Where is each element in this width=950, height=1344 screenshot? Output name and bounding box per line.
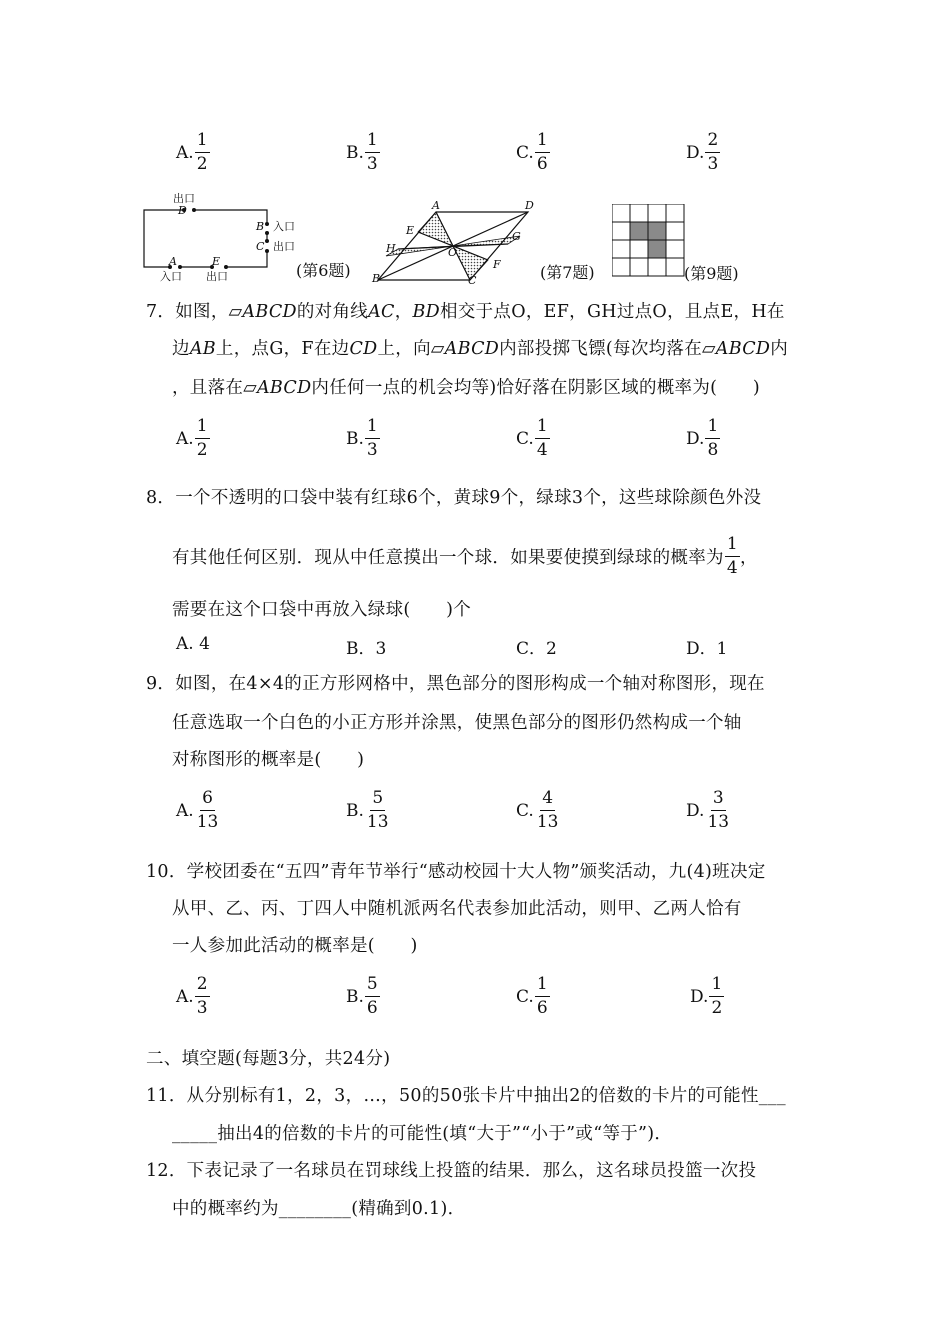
q9-option-a[interactable]: A. $\frac{6}{13}$ <box>176 788 219 832</box>
q10-option-a[interactable]: A. $\frac{2}{3}$ <box>176 974 208 1018</box>
q6-option-b[interactable]: B. $\frac{1}{3}$ <box>346 130 378 174</box>
q10-line-1: 10．学校团委在“五四”青年节举行“感动校园十大人物”颁奖活动，九(4)班决定 <box>146 862 766 882</box>
svg-text:E: E <box>212 255 221 268</box>
q10-option-b[interactable]: B. $\frac{5}{6}$ <box>346 974 378 1018</box>
svg-text:A: A <box>169 255 177 268</box>
label-entry-right: 入口 <box>273 220 295 233</box>
q9-option-b[interactable]: B. $\frac{5}{13}$ <box>346 788 389 832</box>
q11-line-2: _____抽出4的倍数的卡片的可能性(填“大于”“小于”或“等于”)． <box>172 1124 673 1144</box>
q7-option-c[interactable]: C. $\frac{1}{4}$ <box>516 416 548 460</box>
svg-text:B: B <box>256 220 265 233</box>
q8-line-2: 有其他任何区别．现从中任意摸出一个球．如果要使摸到绿球的概率为 $\frac{1}{4}$ ， <box>172 534 758 578</box>
svg-text:C: C <box>468 274 477 286</box>
q8-option-b[interactable]: B．3 <box>346 639 387 659</box>
q10-option-d[interactable]: D. $\frac{1}{2}$ <box>690 974 723 1018</box>
section-heading: 二、填空题(每题3分，共24分) <box>146 1049 391 1069</box>
svg-text:D: D <box>178 204 187 217</box>
fraction: $\frac{1}{3}$ <box>366 130 378 174</box>
q9-line-1: 9．如图，在4×4的正方形网格中，黑色部分的图形构成一个轴对称图形，现在 <box>146 674 765 694</box>
q12-line-2: 中的概率约为________(精确到0.1)． <box>172 1199 466 1219</box>
figure-7-caption: (第7题) <box>540 263 595 282</box>
fraction: $\frac{1}{4}$ <box>536 416 548 460</box>
q10-line-2: 从甲、乙、丙、丁四人中随机派两名代表参加此活动，则甲、乙两人恰有 <box>172 899 742 919</box>
fraction: $\frac{5}{13}$ <box>366 788 389 832</box>
svg-text:E: E <box>406 224 415 237</box>
svg-text:A: A <box>432 199 440 212</box>
q9-line-3: 对称图形的概率是( ) <box>172 750 365 770</box>
q6-option-a[interactable]: A. $\frac{1}{2}$ <box>176 130 208 174</box>
q7-line-2: 边AB上，点G，F在边CD上，向▱ABCD内部投掷飞镖(每次均落在▱ABCD内 <box>172 339 789 359</box>
svg-text:G: G <box>512 230 521 243</box>
q8-option-a[interactable]: A. 4 <box>176 634 210 654</box>
fraction: $\frac{1}{6}$ <box>536 130 548 174</box>
figure-6 <box>136 188 366 284</box>
q12-line-1: 12．下表记录了一名球员在罚球线上投篮的结果．那么，这名球员投篮一次投 <box>146 1161 757 1181</box>
q11-line-1: 11．从分别标有1，2，3，…，50的50张卡片中抽出2的倍数的卡片的可能性___ <box>146 1086 786 1106</box>
fraction: $\frac{3}{13}$ <box>707 788 730 832</box>
q7-option-a[interactable]: A. $\frac{1}{2}$ <box>176 416 208 460</box>
svg-text:B: B <box>372 272 381 285</box>
fraction: $\frac{6}{13}$ <box>196 788 219 832</box>
fraction: $\frac{2}{3}$ <box>707 130 719 174</box>
q7-line-3: ，且落在▱ABCD内任何一点的机会均等)恰好落在阴影区域的概率为( ) <box>172 378 761 398</box>
q6-option-d[interactable]: D. $\frac{2}{3}$ <box>686 130 719 174</box>
fraction: $\frac{1}{2}$ <box>196 416 208 460</box>
q9-option-d[interactable]: D. $\frac{3}{13}$ <box>686 788 730 832</box>
svg-text:H: H <box>386 242 396 255</box>
label-exit-bottom: 出口 <box>206 270 228 283</box>
q8-line-3: 需要在这个口袋中再放入绿球( )个 <box>172 600 472 620</box>
q10-line-3: 一人参加此活动的概率是( ) <box>172 936 418 956</box>
q8-line-1: 8．一个不透明的口袋中装有红球6个，黄球9个，绿球3个，这些球除颜色外没 <box>146 488 762 508</box>
q7-line-1: 7．如图，▱ABCD的对角线AC，BD相交于点O，EF，GH过点O，且点E，H在 <box>146 302 785 322</box>
svg-text:F: F <box>493 258 501 271</box>
fraction: $\frac{1}{8}$ <box>707 416 719 460</box>
q8-option-d[interactable]: D．1 <box>686 639 728 659</box>
q8-option-c[interactable]: C．2 <box>516 639 557 659</box>
figure-6-caption: (第6题) <box>296 261 351 280</box>
svg-text:O: O <box>448 246 458 259</box>
q9-option-c[interactable]: C. $\frac{4}{13}$ <box>516 788 559 832</box>
q9-line-2: 任意选取一个白色的小正方形并涂黑，使黑色部分的图形仍然构成一个轴 <box>172 713 742 733</box>
fraction: $\frac{1}{2}$ <box>196 130 208 174</box>
label-entry-bottom: 入口 <box>160 270 182 283</box>
fraction: $\frac{1}{3}$ <box>366 416 378 460</box>
fraction: $\frac{2}{3}$ <box>196 974 208 1018</box>
fraction: $\frac{1}{4}$ <box>726 534 738 578</box>
figure-9-caption: (第9题) <box>684 264 739 283</box>
q7-option-b[interactable]: B. $\frac{1}{3}$ <box>346 416 378 460</box>
fraction: $\frac{5}{6}$ <box>366 974 378 1018</box>
svg-text:D: D <box>525 199 534 212</box>
label-exit-top: 出口 <box>173 192 195 205</box>
fraction: $\frac{1}{2}$ <box>711 974 723 1018</box>
svg-text:C: C <box>256 240 265 253</box>
fraction: $\frac{4}{13}$ <box>536 788 559 832</box>
figure-7 <box>368 198 600 286</box>
label-exit-right: 出口 <box>273 240 295 253</box>
fraction: $\frac{1}{6}$ <box>536 974 548 1018</box>
q10-option-c[interactable]: C. $\frac{1}{6}$ <box>516 974 548 1018</box>
q6-option-c[interactable]: C. $\frac{1}{6}$ <box>516 130 548 174</box>
q7-option-d[interactable]: D. $\frac{1}{8}$ <box>686 416 719 460</box>
figure-9 <box>612 204 762 286</box>
